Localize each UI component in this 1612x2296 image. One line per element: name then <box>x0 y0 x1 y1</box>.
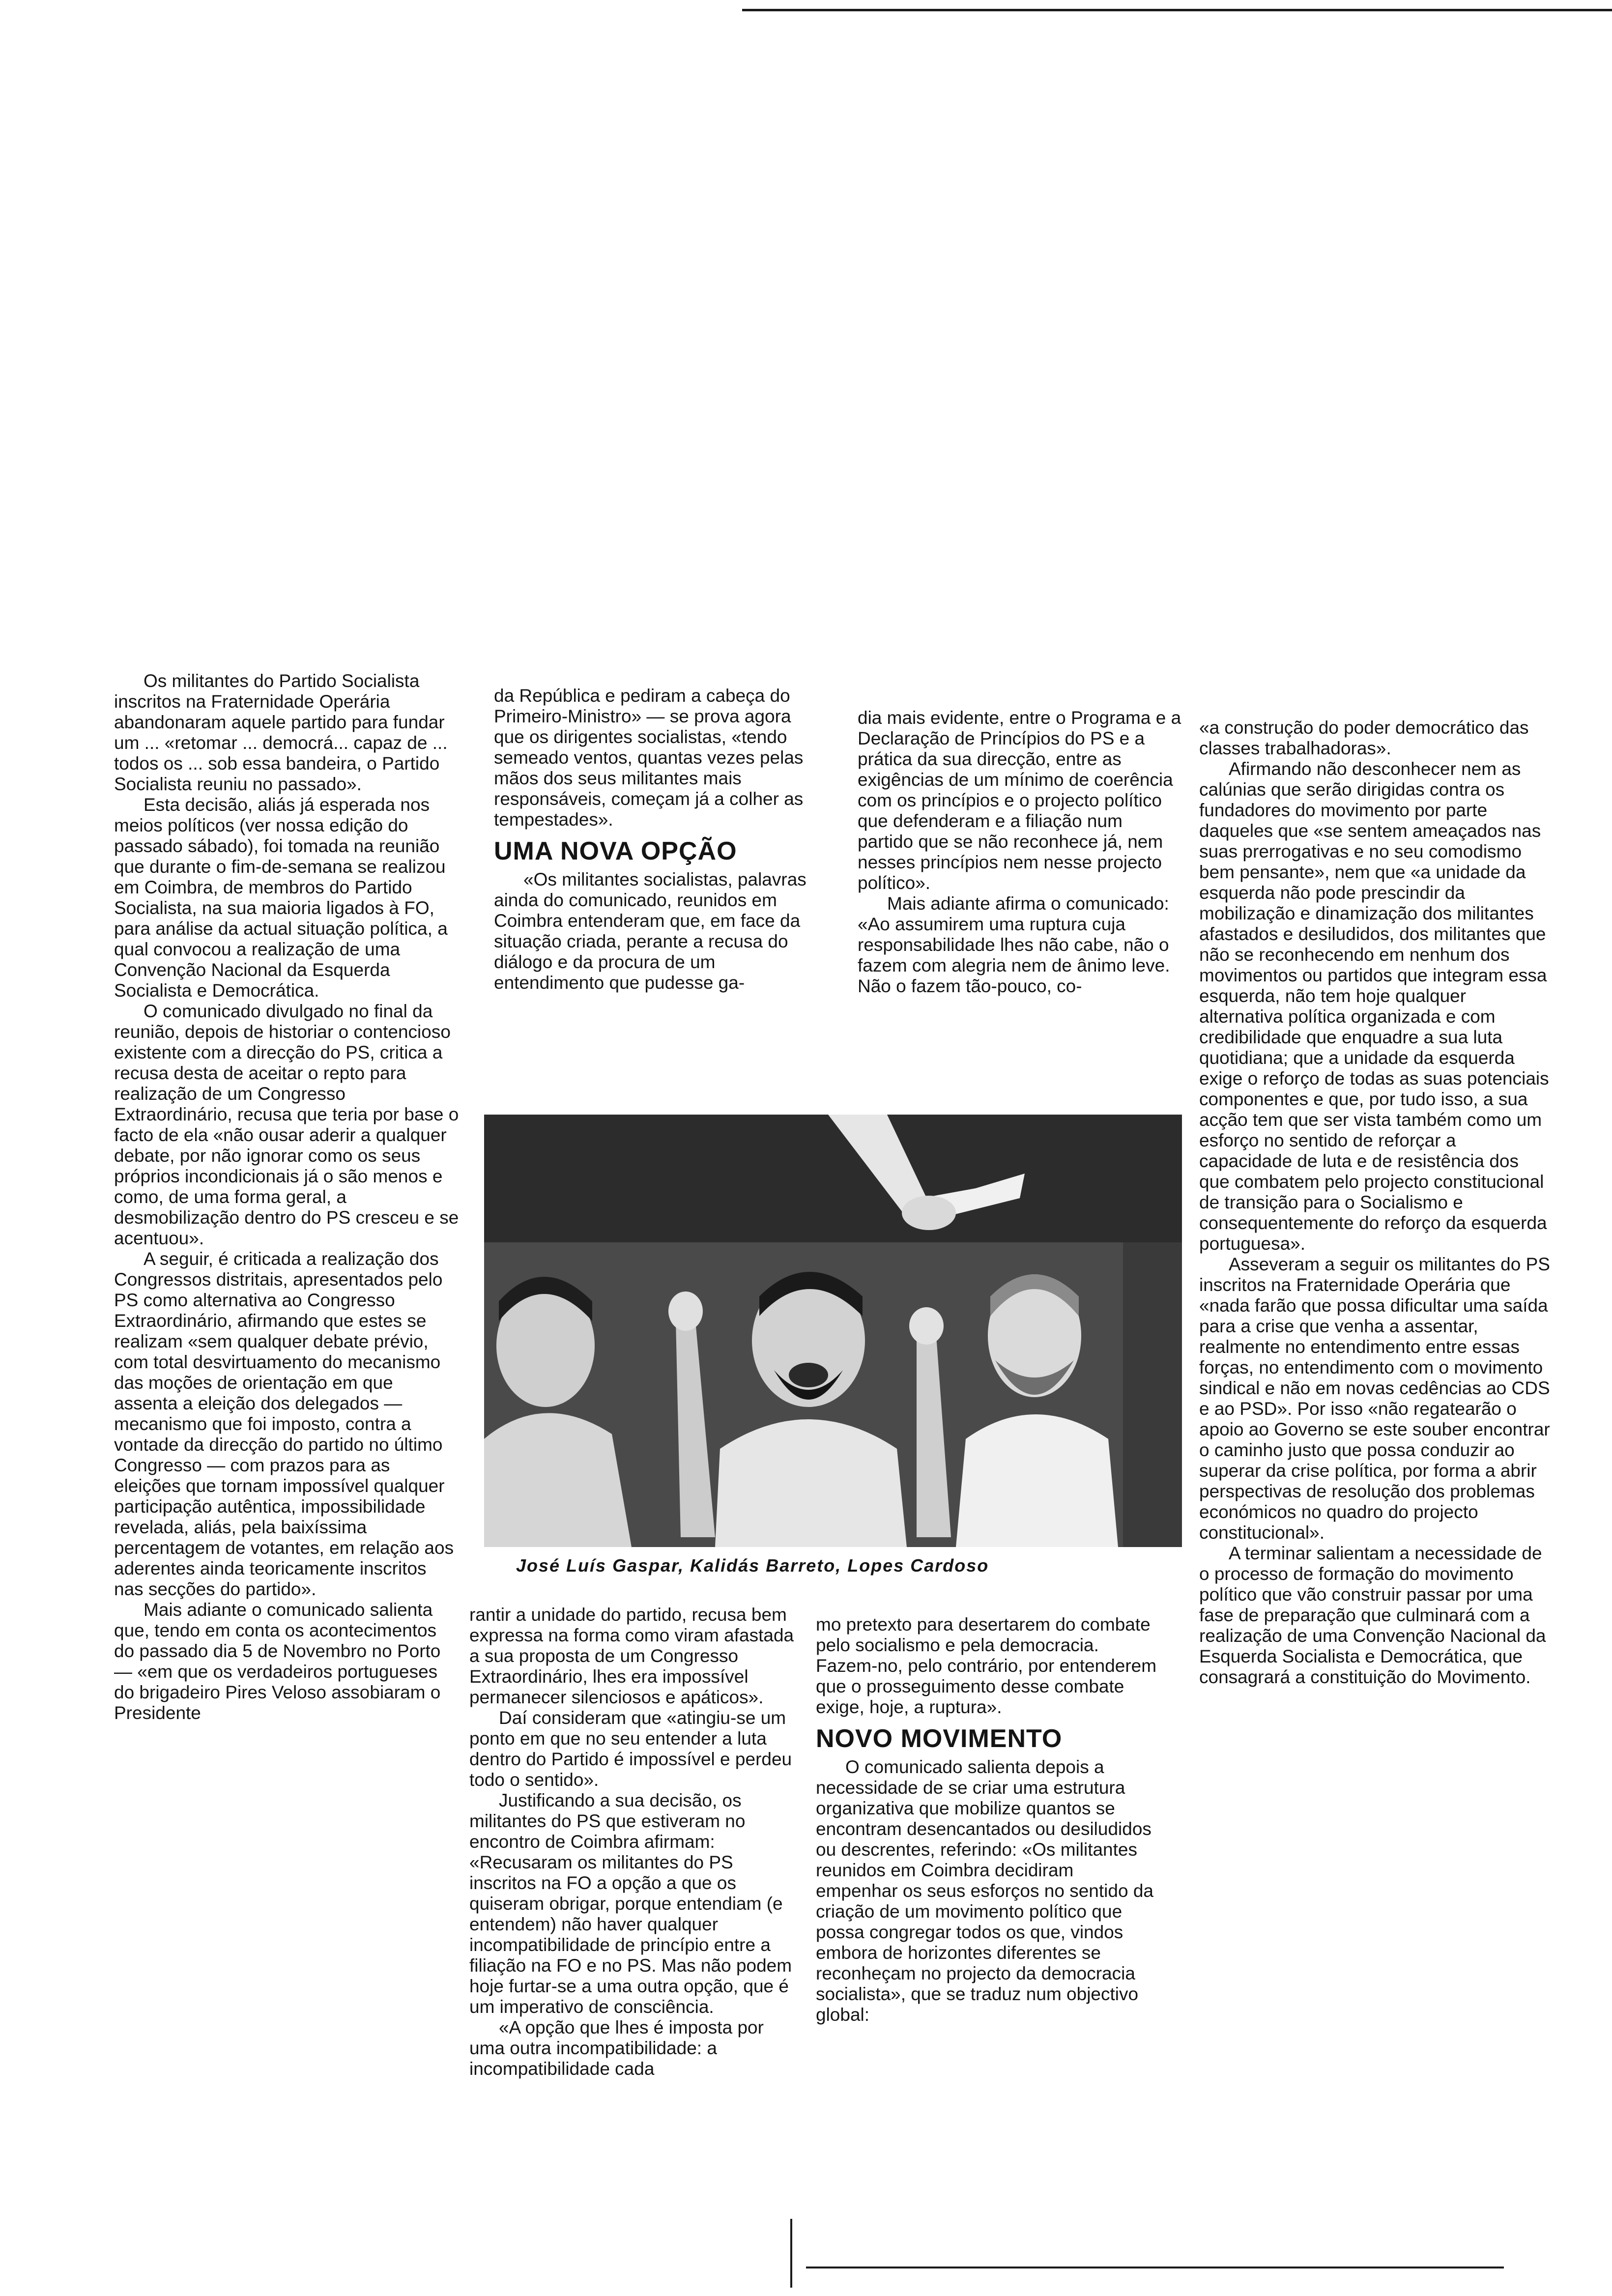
paragraph: A seguir, é criticada a realização dos Congressos distritais, apresentados pelo PS como alternativa ao Congresso Extraordinário, afirmando que estes se realizam «sem qualquer debate prévio, com total desvirtuamento do mecanismo das moções de orientação em que assenta a eleição dos delegados — mecanismo que foi imposto, contra a vontade da direcção do partido no último Congresso — com prazos para as eleições que tornam impossível qualquer participação autêntica, impossibilidade revelada, aliás, pela baixíssima percentagem de votantes, em relação aos aderentes ainda teoricamente inscritos nas secções do partido». <box>114 1249 454 1599</box>
paragraph: O comunicado salienta depois a necessidade de se criar uma estrutura organizativa que mobilize quantos se encontram desencantados ou desiludidos ou descrentes, referindo: «Os militantes reunidos em Coimbra decidiram empenhar os seus esforços no sentido da criação de um movimento político que possa congregar todos os que, vindos embora de horizontes diferentes se reconheçam no projecto da democracia socialista», que se traduz num objectivo global: <box>816 1757 1153 2025</box>
paragraph: Daí consideram que «atingiu-se um ponto em que no seu entender a luta dentro do Partido é impossível e perdeu todo o sentido». <box>469 1708 792 1790</box>
paragraph: Os militantes do Partido Socialista inscritos na Fraternidade Operária abandonaram aquele partido para fundar um ... «retomar ... democrá... capaz de ... todos os ... sob essa bandeira, o Partido Socialista reuniu no passado». <box>114 671 448 794</box>
bottom-rule <box>806 2267 1504 2268</box>
paragraph: Esta decisão, aliás já esperada nos meios políticos (ver nossa edição do passado sábado), foi tomada na reunião que durante o fim-de-semana se realizou em Coimbra, de membros do Partido Socialista, na sua maioria ligados à FO, para análise da actual situação política, a qual convocou a realização de uma Convenção Nacional da Esquerda Socialista e Democrática. <box>114 795 448 1001</box>
article-column-2-top <box>494 686 816 993</box>
top-rule <box>742 9 1612 11</box>
paragraph: Justificando a sua decisão, os militantes do PS que estiveram no encontro de Coimbra afirmam: «Recusaram os militantes do PS inscritos na FO a opção a que os quiseram obrigar, porque entendiam (e entendem) não haver qualquer incompatibilidade de princípio entre a filiação na FO e no PS. Mas não podem hoje furtar-se a uma outra opção, que é um imperativo de consciência. <box>469 1790 792 2017</box>
paragraph: O comunicado divulgado no final da reunião, depois de historiar o contencioso existente com a direcção do PS, critica a recusa desta de aceitar o repto para realização de um Congresso Extraordinário, recusa que teria por base o facto de ela «não ousar aderir a qualquer debate, por não ignorar como os seus próprios incondicionais já o são menos e como, de uma forma geral, a desmobilização dentro do PS cresceu e se acentuou». <box>114 1001 459 1248</box>
paragraph: «a construção do poder democrático das classes trabalhadoras». <box>1199 718 1529 758</box>
article-column-3-top <box>858 708 1182 997</box>
paragraph: A terminar salientam a necessidade de o processo de formação do movimento político que vão construir passar por uma fase de preparação que culminará com a realização de uma Convenção Nacional da Esquerda Socialista e Democrática, que consagrará a constituição do Movimento. <box>1199 1543 1546 1687</box>
paragraph: da República e pediram a cabeça do Primeiro-Ministro» — se prova agora que os dirigentes socialistas, «tendo semeado ventos, quantas vezes pelas mãos dos seus militantes mais responsáveis, começam já a colher as tempestades». <box>494 686 804 830</box>
section-heading: NOVO MOVIMENTO <box>816 1724 1063 1753</box>
article-column-2-bottom <box>469 1605 804 2079</box>
article-column-1 <box>114 671 461 1723</box>
paragraph: Asseveram a seguir os militantes do PS inscritos na Fraternidade Operária que «nada farão que possa dificultar uma saída para a crise que venha a assentar, realmente no entendimento entre essas forças, no entendimento com o movimento sindical e não em novas cedências ao CDS e ao PSD». Por isso «não regatearão o apoio ao Governo se este souber encontrar o caminho justo que possa conduzir ao superar da crise política, por forma a abrir perspectivas de resolução dos problemas económicos no quadro do projecto constitucional». <box>1199 1254 1550 1543</box>
paragraph: «A opção que lhes é imposta por uma outra incompatibilidade: a incompatibilidade cada <box>469 2017 764 2079</box>
paragraph: Mais adiante afirma o comunicado: «Ao assumirem uma ruptura cuja responsabilidade lhes não cabe, não o fazem com alegria nem de ânimo leve. Não o fazem tão-pouco, co- <box>858 893 1170 996</box>
paragraph: dia mais evidente, entre o Programa e a Declaração de Princípios do PS e a prática da sua direcção, entre as exigências de um mínimo de coerência com os princípios e o projecto político que defenderam e a filiação num partido que se não reconhece já, nem nesses princípios nem nesse projecto político». <box>858 708 1181 893</box>
paragraph: rantir a unidade do partido, recusa bem expressa na forma como viram afastada a sua proposta de um Congresso Extraordinário, lhes era impossível permanecer silenciosos e apáticos». <box>469 1605 794 1707</box>
column-divider <box>790 2219 792 2288</box>
paragraph: «Os militantes socialistas, palavras ainda do comunicado, reunidos em Coimbra entenderam que, em face da situação criada, perante a recusa do diálogo e da procura de um entendimento que pudesse ga- <box>494 869 806 993</box>
article-column-4 <box>1199 718 1553 1688</box>
paragraph: Afirmando não desconhecer nem as calúnias que serão dirigidas contra os fundadores do movimento por parte daqueles que «se sentem ameaçados nas suas prerrogativas e no seu comodismo bem pensante», nem que «a unidade da esquerda não pode prescindir da mobilização e dinamização dos militantes afastados e desiludidos, dos militantes que não se reconhecendo em nenhum dos movimentos ou partidos que integram essa esquerda, não tem hoje qualquer alternativa política organizada e com credibilidade que enquadre a sua luta quotidiana; que a unidade da esquerda exige o reforço de todas as suas potenciais componentes e que, por tudo isso, a sua acção tem que ser vista também como um esforço no sentido de reforçar a capacidade de luta e de resistência dos que combatem pelo projecto constitucional de transição para o Socialismo e consequentemente do reforço da esquerda portuguesa». <box>1199 759 1549 1254</box>
section-heading: UMA NOVA OPÇÃO <box>494 837 737 865</box>
paragraph: mo pretexto para desertarem do combate pelo socialismo e pela democracia. Fazem-no, pelo contrário, por entenderem que o prosseguimento desse combate exige, hoje, a ruptura». <box>816 1614 1157 1717</box>
photo-illustration <box>484 1115 1182 1547</box>
photo-caption: José Luís Gaspar, Kalidás Barreto, Lopes Cardoso <box>516 1555 989 1576</box>
article-column-3-bottom <box>816 1614 1160 2025</box>
paragraph: Mais adiante o comunicado salienta que, tendo em conta os acontecimentos do passado dia 5 de Novembro no Porto — «em que os verdadeiros portugueses do brigadeiro Pires Veloso assobiaram o Presidente <box>114 1600 441 1723</box>
news-photo <box>484 1115 1182 1547</box>
